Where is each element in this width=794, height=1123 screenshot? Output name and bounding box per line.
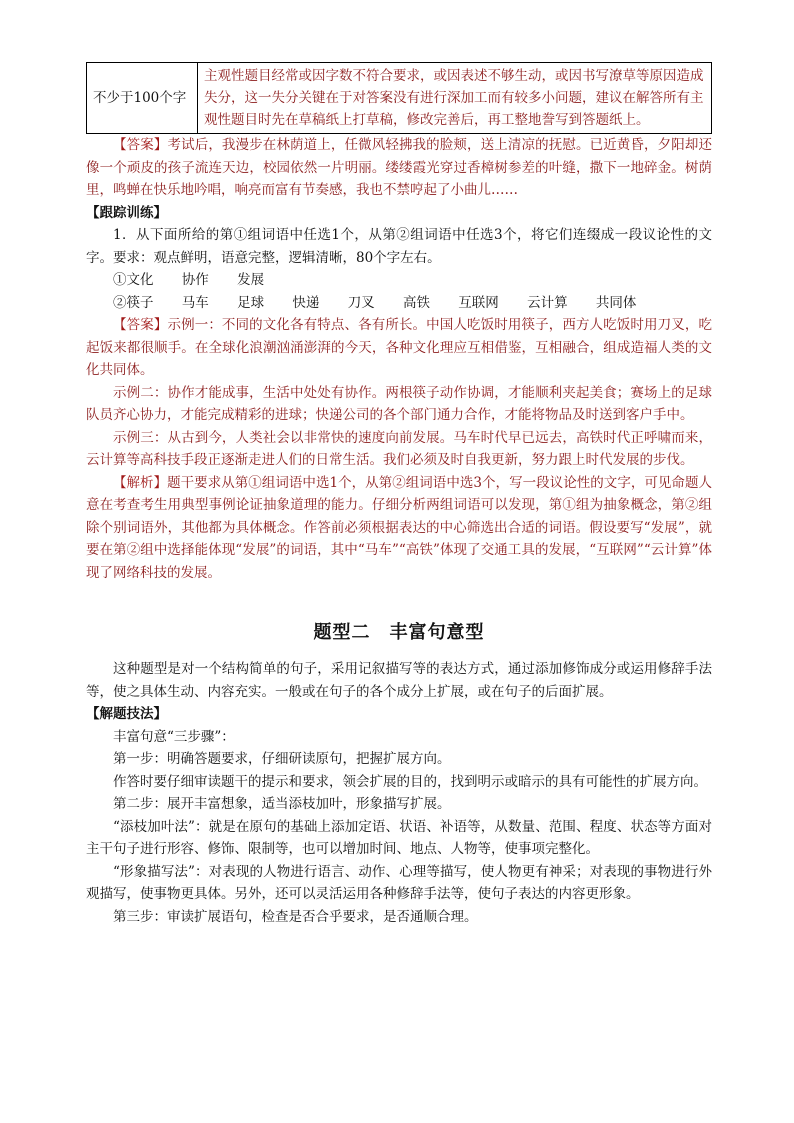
- word-item: 足球: [237, 294, 265, 311]
- table-row: [87, 63, 712, 134]
- answer-example-2: 示例二：协作才能成事，生活中处处有协作。两根筷子动作协调，才能顺利夹起美食；赛场上的足球队员齐心协力，才能完成精彩的进球；快递公司的各个部门通力合作，才能将物品及时送到客户手中。: [86, 384, 712, 423]
- answer-example-1: [86, 314, 712, 382]
- word-item: ②筷子: [113, 294, 154, 311]
- table-cell-advice: 主观性题目经常或因字数不符合要求，或因表述不够生动，或因书写潦草等原因造成失分，这一失分关键在于对答案没有进行深加工而有较多小问题，建议在解答所有主观性题目时先在草稿纸上打草稿，修改完善后，再工整地誊写到答题纸上。: [198, 63, 712, 134]
- answer-label: 【答案】: [113, 317, 168, 333]
- analysis-paragraph: [86, 472, 712, 585]
- word-item: 马车: [181, 294, 209, 311]
- word-item: ①文化: [113, 272, 154, 288]
- section-title: 题型二 丰富句意型: [313, 622, 485, 643]
- table-cell-requirement: 不少于100个字: [87, 63, 198, 134]
- training-header: 【跟踪训练】: [86, 204, 167, 221]
- step-1: 第一步：明确答题要求，仔细研读原句，把握扩展方向。: [113, 751, 451, 767]
- tips-table: [86, 62, 712, 134]
- method-header: 【解题技法】: [86, 706, 167, 722]
- answer-paragraph: [86, 134, 712, 202]
- word-group-1: [86, 269, 712, 292]
- step-2: 第二步：展开丰富想象，适当添枝加叶，形象描写扩展。: [113, 796, 451, 812]
- word-item: 快递: [292, 294, 320, 311]
- word-item: 互联网: [458, 294, 499, 311]
- answer-text: 示例一：不同的文化各有特点、各有所长。中国人吃饭时用筷子，西方人吃饭时用刀叉，吃起饭来都很顺手。在全球化浪潮汹涌澎湃的今天，各种文化理应互相借鉴，互相融合，组成造福人类的文化共同体。: [86, 317, 713, 378]
- document-page: [86, 62, 712, 928]
- word-item: 高铁: [402, 294, 430, 311]
- method-add-branches: “添枝加叶法”：就是在原句的基础上添加定语、状语、补语等，从数量、范围、程度、状态等方面对主干句子进行形容、修饰、限制等，也可以增加时间、地点、人物等，使事项完整化。: [86, 818, 712, 857]
- analysis-text: 题干要求从第①组词语中选1个，从第②组词语中选3个，写一段议论性的文字，可见命题人意在考查考生用典型事例论证抽象道理的能力。仔细分析两组词语可以发现，第①组为抽象概念，第②组除个别词语外，其他都为具体概念。作答前必须根据表达的中心筛选出合适的词语。假设要写“发展”，就要在第②组中选择能体现“发展”的词语，其中“马车”“高铁”体现了交通工具的发展，“互联网”“云计算”体现了网络科技的发展。: [86, 474, 712, 581]
- answer-example-3: 示例三：从古到今，人类社会以非常快的速度向前发展。马车时代早已远去，高铁时代正呼啸而来，云计算等高科技手段正逐渐走进人们的日常生活。我们必须及时自我更新，努力跟上时代发展的步伐。: [86, 429, 712, 468]
- word-group-2: [86, 292, 712, 315]
- question-1: 1．从下面所给的第①组词语中任选1个，从第②组词语中任选3个，将它们连缀成一段议论性的文字。要求：观点鲜明，语意完整，逻辑清晰，80个字左右。: [86, 227, 712, 266]
- analysis-label: 【解析】: [113, 474, 168, 491]
- answer-text: 考试后，我漫步在林荫道上，任微风轻拂我的脸颊，送上清凉的抚慰。已近黄昏，夕阳却还像一个顽皮的孩子流连天边，校园依然一片明丽。缕缕霞光穿过香樟树参差的叶缝，撒下一地碎金。树荫里，鸣蝉在快乐地吟唱，响亮而富有节奏感，我也不禁哼起了小曲儿……: [86, 137, 713, 198]
- step-3: 第三步：审读扩展语句，检查是否合乎要求，是否通顺合理。: [113, 908, 478, 925]
- steps-title: 丰富句意“三步骤”：: [113, 728, 235, 745]
- intro-paragraph: 这种题型是对一个结构简单的句子，采用记叙描写等的表达方式，通过添加修饰成分或运用修辞手法等，使之具体生动、内容充实。一般或在句子的各个成分上扩展，或在句子的后面扩展。: [86, 661, 712, 700]
- word-item: 云计算: [527, 294, 568, 311]
- word-item: 刀叉: [347, 294, 375, 311]
- word-item: 协作: [181, 272, 209, 288]
- word-item: 共同体: [595, 294, 637, 311]
- answer-label: 【答案】: [113, 137, 168, 153]
- word-item: 发展: [237, 272, 265, 288]
- step-1-detail: 作答时要仔细审读题干的提示和要求，领会扩展的目的，找到明示或暗示的具有可能性的扩展方向。: [113, 773, 707, 790]
- method-vivid-description: “形象描写法”：对表现的人物进行语言、动作、心理等描写，使人物更有神采；对表现的事物进行外观描写，使事物更具体。另外，还可以灵活运用各种修辞手法等，使句子表达的内容更形象。: [86, 863, 712, 902]
